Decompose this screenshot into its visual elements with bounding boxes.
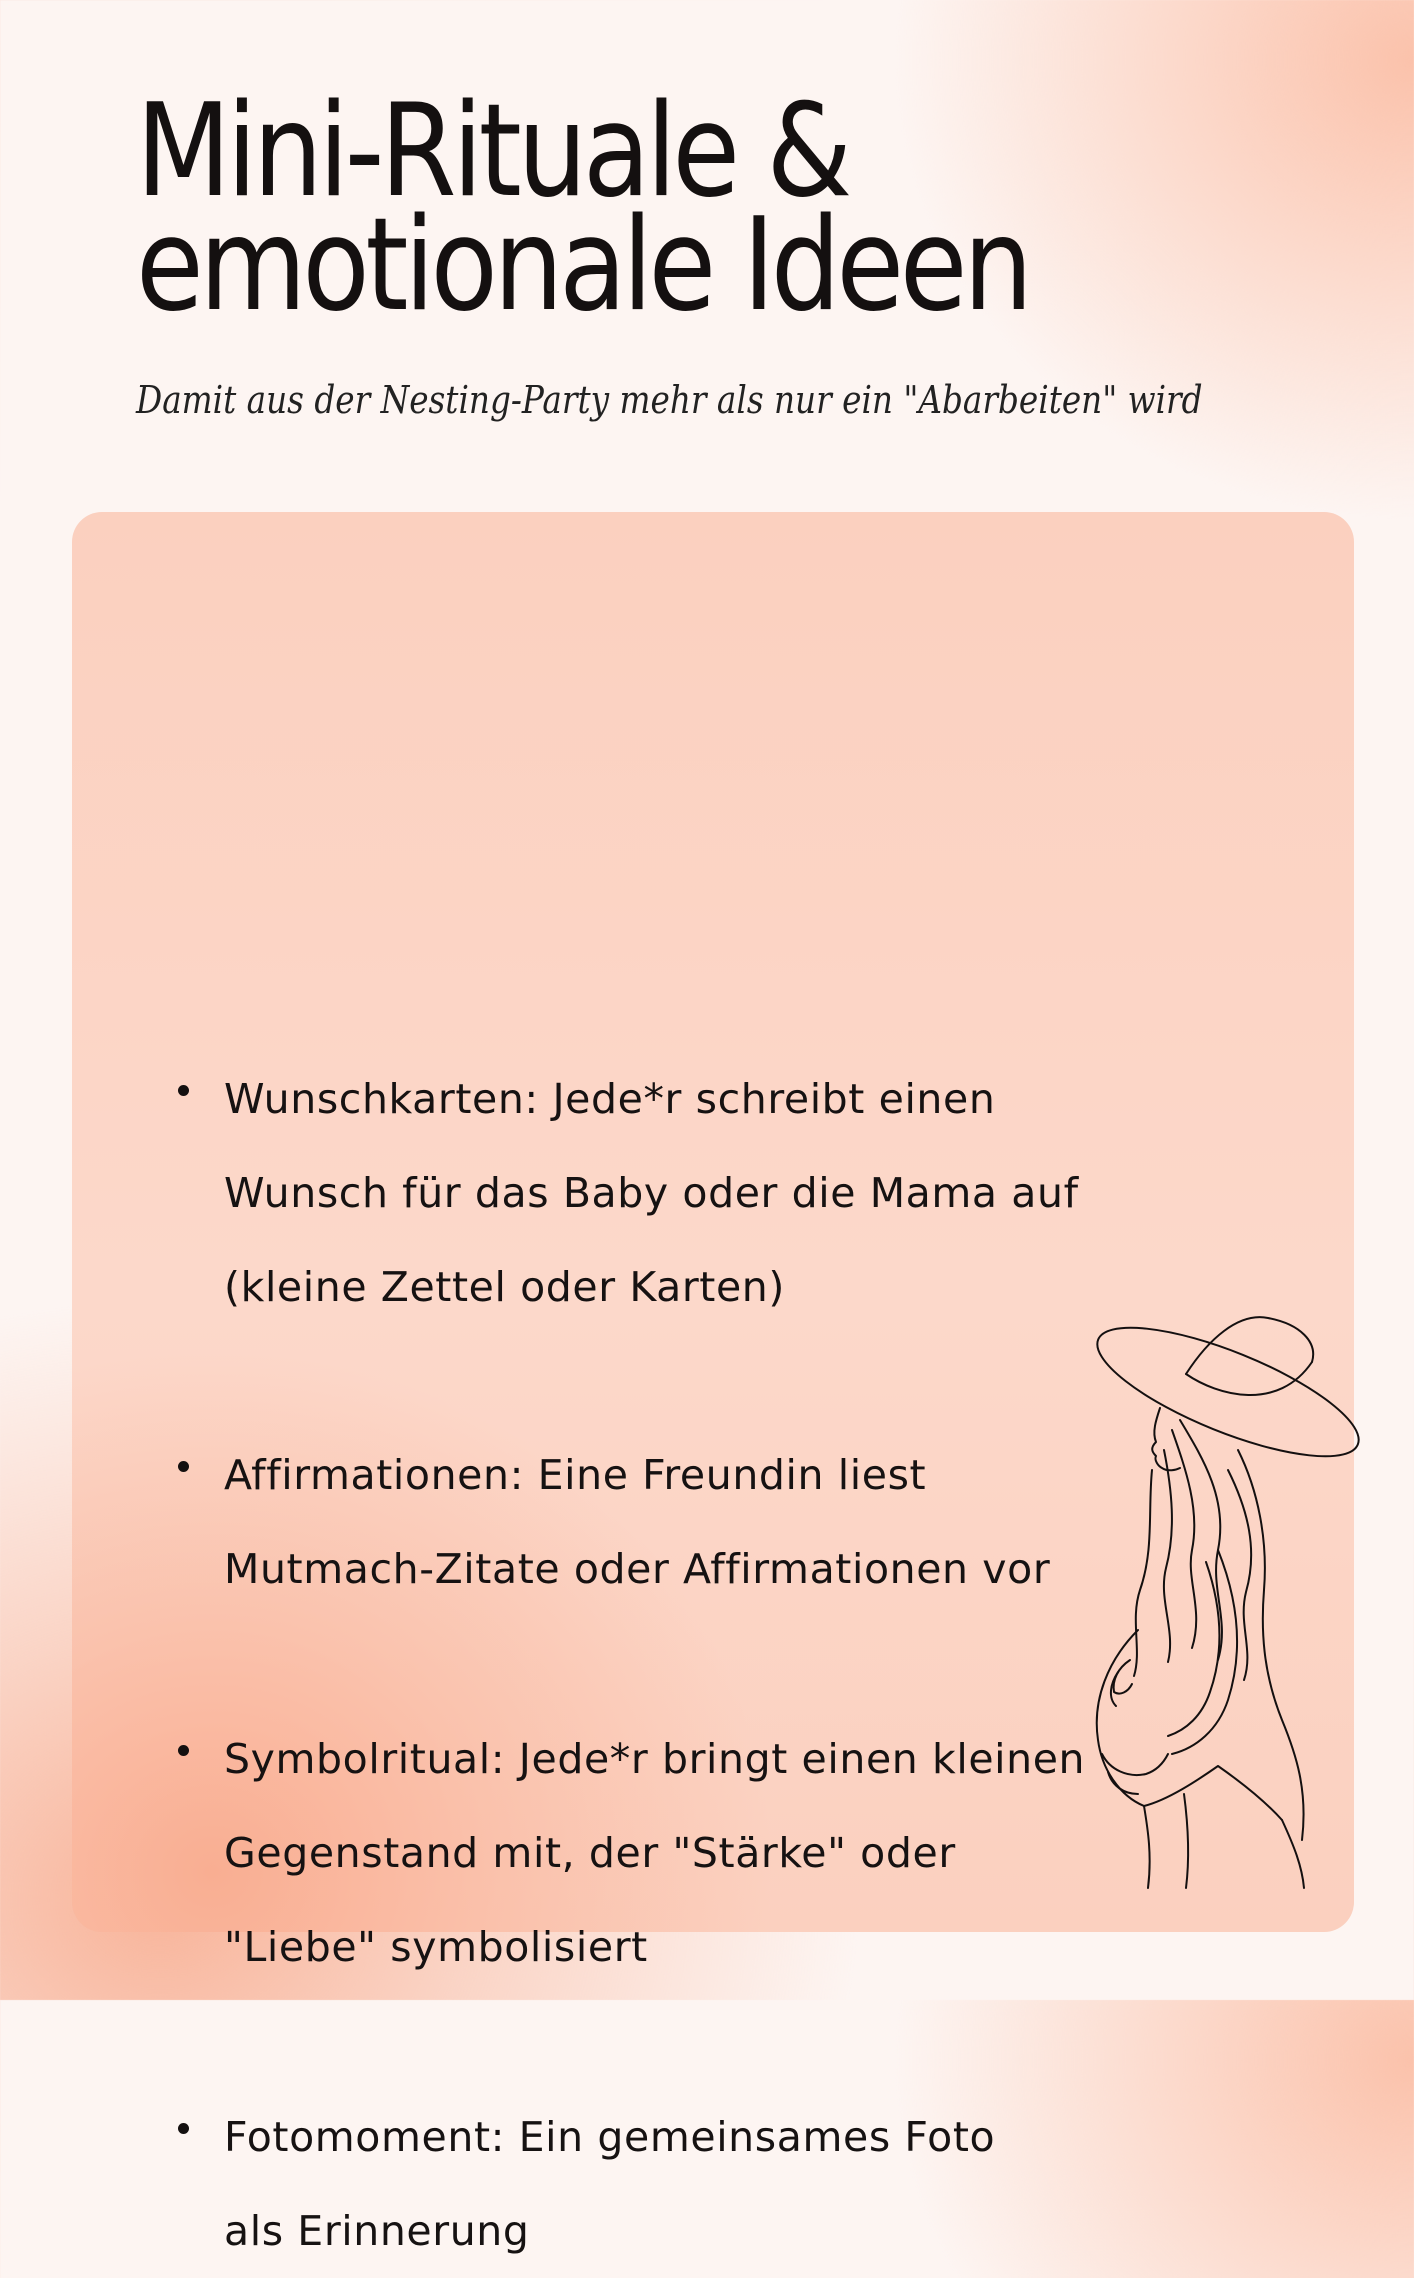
list-item-line: (kleine Zettel oder Karten) xyxy=(224,1263,785,1311)
list-item-line: Gegenstand mit, der "Stärke" oder xyxy=(224,1829,956,1877)
bullet-icon xyxy=(178,1745,189,1756)
bullet-icon xyxy=(178,1085,189,1096)
list-item-line: Wunschkarten: Jede*r schreibt einen xyxy=(224,1075,996,1123)
list-item-line: "Liebe" symbolisiert xyxy=(224,1923,648,1971)
list-item-text xyxy=(224,2090,1224,2278)
subtitle: Damit aus der Nesting-Party mehr als nur ein "Abarbeiten" wird xyxy=(136,378,1203,422)
bullet-icon xyxy=(178,1461,189,1472)
list-item-line: Fotomoment: Ein gemeinsames Foto xyxy=(224,2113,996,2161)
title-line-2: emotionale Ideen xyxy=(136,191,1029,340)
pregnant-woman-illustration xyxy=(1068,1300,1368,1890)
list-item-text xyxy=(224,1052,1224,1334)
list-item-line: Mutmach-Zitate oder Affirmationen vor xyxy=(224,1545,1051,1593)
title-line-1: Mini-Rituale & xyxy=(136,77,849,226)
bullet-icon xyxy=(178,2123,189,2134)
page-title xyxy=(136,77,1168,340)
list-item-line: als Erinnerung xyxy=(224,2207,530,2255)
list-item-line: Symbolritual: Jede*r bringt einen kleinen xyxy=(224,1735,1086,1783)
list-item-line: Wunsch für das Baby oder die Mama auf xyxy=(224,1169,1079,1217)
list-item-line: Affirmationen: Eine Freundin liest xyxy=(224,1451,927,1499)
